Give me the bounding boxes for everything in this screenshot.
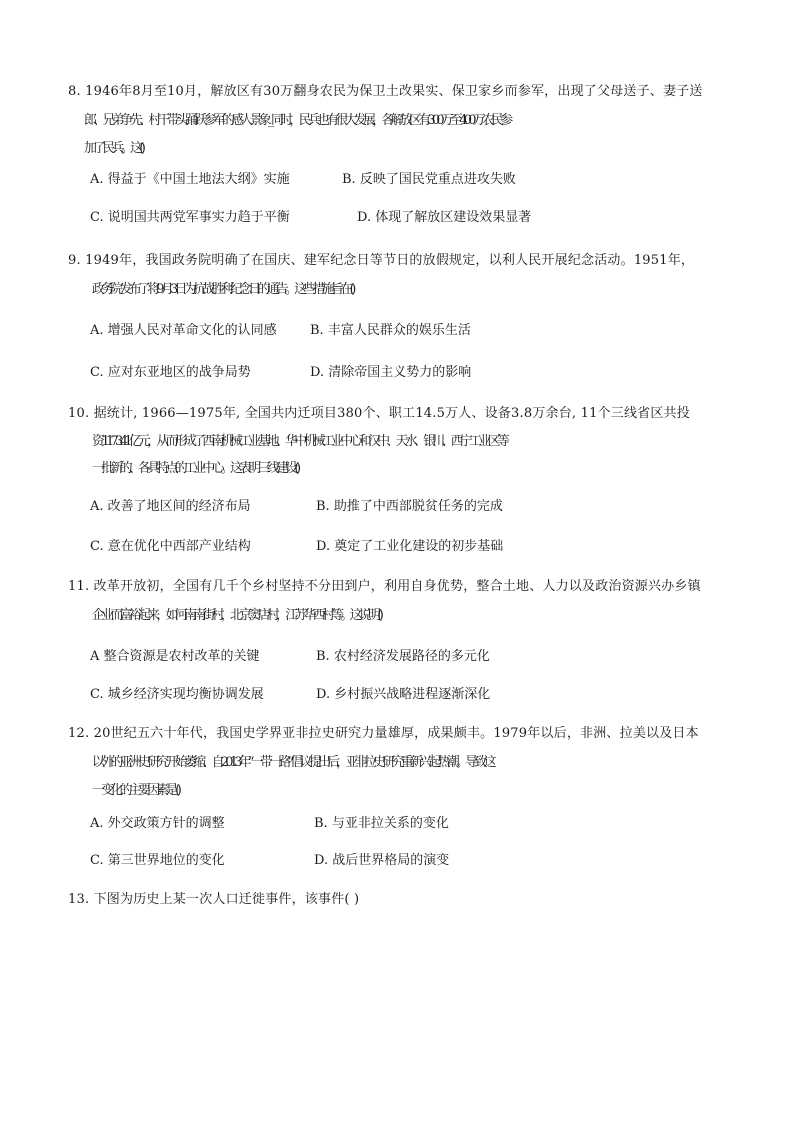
- question-12-option-c[interactable]: C. 第三世界地位的变化: [90, 853, 225, 868]
- question-10-line-3: 一批新的、各具特点的工业中心。这表明三线建设( ): [92, 461, 298, 476]
- question-12-line-3: 一变化的主要因素是 ( ): [92, 783, 179, 798]
- question-9-option-b[interactable]: B. 丰富人民群众的娱乐生活: [310, 323, 471, 338]
- question-11-option-d[interactable]: D. 乡村振兴战略进程逐渐深化: [316, 687, 491, 702]
- question-8-line-2: 郎、兄弟争先、村干带头踊跃参军的感人景象_ 同时，民兵也有很大发展，各解放区有300万至400万农民参: [84, 113, 510, 128]
- question-8-option-b[interactable]: B. 反映了国民党重点进攻失败: [342, 172, 516, 187]
- question-11-line-2: 企业而富裕起来，如河南南街村，北京窦店村，江苏华西村等。这说明( ): [92, 608, 381, 623]
- question-11-option-c[interactable]: C. 城乡经济实现均衡协调发展: [90, 687, 264, 702]
- question-10-option-c[interactable]: C. 意在优化中西部产业结构: [90, 539, 251, 554]
- question-10-line-1: 10. 据统计, 1966—1975年, 全国共内迁项目380个、职工14.5万人、设备3.8万余台, 11个三线省区共投: [68, 406, 690, 421]
- question-10-option-d[interactable]: D. 奠定了工业化建设的初步基础: [316, 539, 504, 554]
- question-8-line-3: 加了民兵。这( ): [84, 141, 143, 156]
- question-10-option-b[interactable]: B. 助推了中西部脱贫任务的完成: [316, 499, 503, 514]
- question-12-option-a[interactable]: A. 外交政策方针的调整: [90, 816, 225, 831]
- question-9-option-a[interactable]: A. 增强人民对革命文化的认同感: [90, 323, 277, 338]
- question-10-option-a[interactable]: A. 改善了地区间的经济布局: [90, 499, 251, 514]
- question-12-line-2: 以外的亚洲史研究开始萎缩、自2013年“一带一路”倡议提出后，亚非拉史研究重新兴起热潮。导致这: [92, 755, 493, 770]
- question-12-option-d[interactable]: D. 战后世界格局的演变: [314, 853, 450, 868]
- question-9-line-2: 政务院发布了将9月3日为抗战胜利纪念日的通告。这些措施旨在 ( ): [92, 282, 353, 297]
- question-11-option-b[interactable]: B. 农村经济发展路径的多元化: [316, 649, 490, 664]
- question-13-line-1: 13. 下图为历史上某一次人口迁徙事件，该事件( ): [68, 892, 360, 907]
- question-8-option-c[interactable]: C. 说明国共两党军事实力趋于平衡: [90, 210, 290, 225]
- question-11-option-a[interactable]: A 整合资源是农村改革的关键: [90, 649, 260, 664]
- question-12-option-b[interactable]: B. 与亚非拉关系的变化: [314, 816, 449, 831]
- question-9-option-d[interactable]: D. 清除帝国主义势力的影响: [310, 365, 472, 380]
- question-12-line-1: 12. 20世纪五六十年代，我国史学界亚非拉史研究力量雄厚，成果颇丰。1979年以后，非洲、拉美以及日本: [68, 726, 699, 741]
- question-9-option-c[interactable]: C. 应对东亚地区的战争局势: [90, 365, 251, 380]
- question-8-line-1: 8. 1946年8月至10月，解放区有30万翻身农民为保卫土改果实、保卫家乡而参军，出现了父母送子、妻子送: [68, 84, 703, 99]
- question-11-line-1: 11. 改革开放初，全国有几千个乡村坚持不分田到户，利用自身优势，整合土地、人力以及政治资源兴办乡镇: [68, 579, 701, 594]
- question-8-option-a[interactable]: A. 得益于《中国土地法大纲》实施: [90, 172, 290, 187]
- question-9-line-1: 9. 1949年，我国政务院明确了在国庆、建军纪念日等节日的放假规定，以利人民开展纪念活动。1951年，: [68, 253, 695, 268]
- question-8-option-d[interactable]: D. 体现了解放区建设效果显著: [357, 210, 532, 225]
- question-10-line-2: 资 1173.41亿元，从而形成了西南机械工业基地、华中机械工业中心和汉中、天水、银川、西宁工业区等: [92, 434, 506, 449]
